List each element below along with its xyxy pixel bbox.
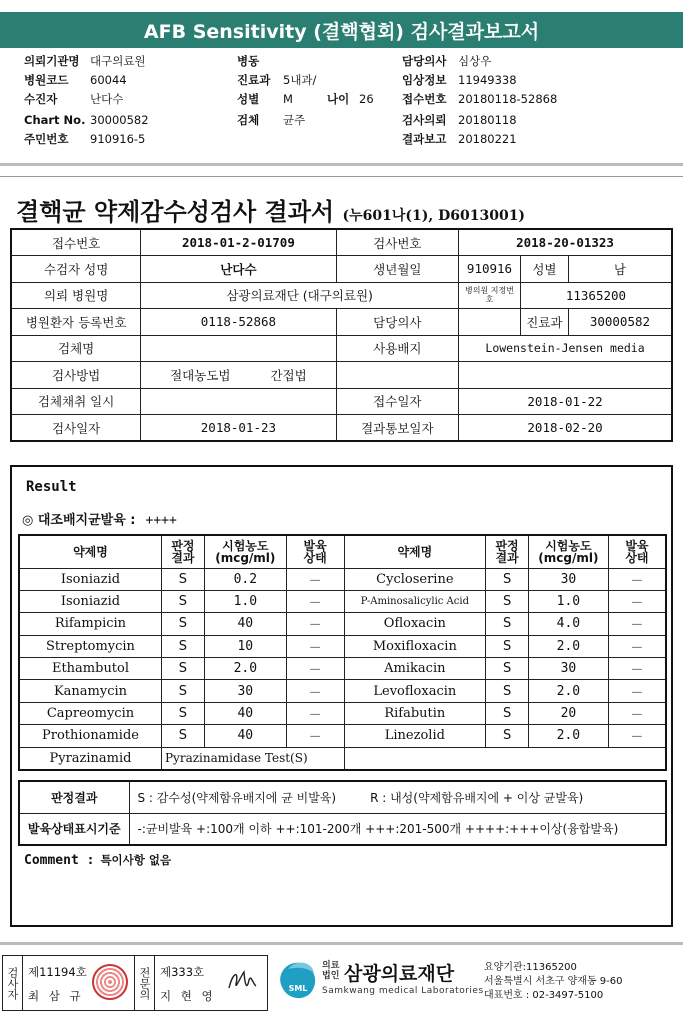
drug-row: Prothionamide S 40 － Linezolid S 2.0 － (19, 725, 666, 747)
received-label: 접수일자 (336, 388, 458, 415)
info-sex: 성별 M (237, 92, 293, 106)
table-row (11, 282, 672, 309)
control-growth-label: ◎ 대조배지균발육 : (22, 513, 136, 528)
dob-label: 생년월일 (336, 256, 458, 283)
specialist-label: 전문의 (135, 956, 155, 1010)
hospital-code-value: 11365200 (520, 282, 672, 309)
empty-cell (336, 362, 458, 389)
svg-text:SML: SML (288, 984, 308, 993)
legend-result-values (129, 781, 666, 813)
sex-value: 남 (568, 256, 672, 283)
info-physician: 담당의사 심상우 (402, 54, 492, 68)
test-date-value: 2018-01-23 (141, 415, 336, 442)
legend-result-r: R : 내성(약제함유배지에 + 이상 균발육) (370, 790, 584, 805)
seal-stamp (92, 964, 128, 1000)
signature-box (2, 955, 268, 1011)
test-date-label: 검사일자 (11, 415, 141, 442)
report-header-title: AFB Sensitivity (결핵협회) 검사결과보고서 (143, 20, 540, 43)
drug-susceptibility-table (18, 534, 667, 771)
info-receipt-no: 접수번호 20180118-52868 (402, 92, 558, 106)
info-department: 진료과 5내과/ (237, 73, 317, 87)
hospital-value: 삼광의료재단 (대구의료원) (141, 282, 459, 309)
medium-value: Lowenstein-Jensen media (459, 335, 672, 362)
table-row (11, 388, 672, 415)
patient-name-value: 난다수 (141, 256, 336, 283)
table-row (11, 415, 672, 442)
sex-label: 성별 (520, 256, 568, 283)
info-specimen: 검체 균주 (237, 113, 306, 127)
table-row (11, 335, 672, 362)
specimen-value (141, 335, 336, 362)
comment-value: 특이사항 없음 (100, 853, 172, 867)
table-row (11, 309, 672, 336)
drug-row: Rifampicin S 40 － Ofloxacin S 4.0 － (19, 613, 666, 635)
info-ward: 병동 (237, 54, 260, 68)
org-logo-icon (276, 957, 320, 1005)
inspector-label: 검사자 (3, 956, 23, 1010)
report-title-text: 결핵균 약제감수성검사 결과서 (16, 197, 335, 226)
comment-label: Comment : (24, 853, 95, 868)
specialist-license: 제333호 (160, 965, 205, 979)
table-row (11, 362, 672, 389)
col-header-drug: 약제명 (344, 535, 486, 568)
info-hospital-code: 병원코드 60044 (24, 73, 127, 87)
info-age: 나이 26 (327, 92, 374, 106)
table-row (19, 813, 666, 845)
drug-row: Capreomycin S 40 － Rifabutin S 20 － (19, 702, 666, 724)
info-clinical: 임상정보 11949338 (402, 73, 517, 87)
table-row (19, 781, 666, 813)
footer (0, 955, 683, 1013)
report-date-value: 2018-02-20 (459, 415, 672, 442)
legend-result-label: 판정결과 (19, 781, 129, 813)
col-header-growth: 발육 상태 (286, 535, 344, 568)
col-header-result: 판정 결과 (161, 535, 204, 568)
org-name-english: Samkwang medical Laboratories (322, 986, 484, 996)
table-row (11, 256, 672, 283)
org-code: 요양기관:11365200 (484, 962, 577, 973)
info-resident-no: 주민번호 910916-5 (24, 132, 146, 146)
specimen-label: 검체명 (11, 335, 141, 362)
specialist-name: 지 현 영 (160, 989, 216, 1003)
drug-row: Streptomycin S 10 － Moxifloxacin S 2.0 － (19, 635, 666, 657)
inspector-license: 제11194호 (28, 965, 87, 979)
empty-cell (344, 747, 666, 769)
handwritten-signature (225, 966, 259, 996)
dept-value: 30000582 (568, 309, 672, 336)
hospital-label: 의뢰 병원명 (11, 282, 141, 309)
doctor-value (459, 309, 521, 336)
table-row (11, 229, 672, 256)
section-divider (0, 163, 683, 166)
org-address: 서울특별시 서초구 양재동 9-60 (484, 976, 623, 987)
exam-no-label: 검사번호 (336, 229, 458, 256)
col-header-growth: 발육 상태 (608, 535, 666, 568)
medium-label: 사용배지 (336, 335, 458, 362)
empty-cell (459, 362, 672, 389)
info-report-date: 결과보고 20180221 (402, 132, 517, 146)
info-request-date: 검사의뢰 20180118 (402, 113, 517, 127)
pyrazinamide-row (19, 747, 666, 769)
result-label: Result (26, 479, 77, 495)
control-growth-value: ++++ (145, 513, 177, 528)
dob-value: 910916 (459, 256, 521, 283)
exam-info-table (10, 228, 673, 442)
method-absolute: 절대농도법 (170, 367, 231, 383)
legend-table (18, 780, 667, 846)
method-value (141, 362, 336, 389)
reg-no-value: 0118-52868 (141, 309, 336, 336)
drug-row: Isoniazid S 0.2 － Cycloserine S 30 － (19, 568, 666, 590)
doctor-label: 담당의사 (336, 309, 458, 336)
col-header-conc: 시험농도 (mcg/ml) (204, 535, 286, 568)
control-growth-line (22, 509, 177, 528)
table-header-row (19, 535, 666, 568)
reg-no-label: 병원환자 등록번호 (11, 309, 141, 336)
collect-value (141, 388, 336, 415)
drug-row: Isoniazid S 1.0 － P-Aminosalicylic Acid S 1.0 － (19, 590, 666, 612)
dept-label: 진료과 (520, 309, 568, 336)
patient-info-block (0, 52, 683, 156)
info-patient-name: 수진자 난다수 (24, 92, 124, 106)
received-value: 2018-01-22 (459, 388, 672, 415)
inspector-name: 최 삼 규 (28, 989, 84, 1003)
report-date-label: 결과통보일자 (336, 415, 458, 442)
legend-growth-label: 발육상태표시기준 (19, 813, 129, 845)
org-type: 의료법인 (322, 961, 340, 981)
drug-row: Ethambutol S 2.0 － Amikacin S 30 － (19, 658, 666, 680)
info-chart-no: Chart No. 30000582 (24, 113, 149, 127)
col-header-drug: 약제명 (19, 535, 161, 568)
legend-result-s: S : 감수성(약제함유배지에 균 비발육) (137, 790, 337, 805)
info-ordering-institution: 의뢰기관명 대구의료원 (24, 54, 146, 68)
hospital-code-label: 병의원 지정번호 (459, 282, 521, 309)
collect-label: 검체채취 일시 (11, 388, 141, 415)
org-name: 삼광의료재단 (344, 963, 455, 985)
accession-value: 2018-01-2-01709 (141, 229, 336, 256)
accession-label: 접수번호 (11, 229, 141, 256)
result-section (10, 465, 673, 927)
footer-divider (0, 942, 683, 945)
comment-line (24, 852, 171, 868)
col-header-result: 판정 결과 (486, 535, 529, 568)
pyrazinamide-result: Pyrazinamidase Test(S) (161, 747, 344, 769)
section-divider-thin (0, 176, 683, 177)
exam-no-value: 2018-20-01323 (459, 229, 672, 256)
org-contact (484, 961, 623, 1003)
drug-row: Kanamycin S 30 － Levofloxacin S 2.0 － (19, 680, 666, 702)
inspector-signature (23, 956, 135, 1010)
col-header-conc: 시험농도 (mcg/ml) (528, 535, 608, 568)
report-header-bar (0, 12, 683, 48)
method-label: 검사방법 (11, 362, 141, 389)
method-indirect: 간접법 (270, 367, 307, 383)
org-phone: 대표번호 : 02-3497-5100 (484, 990, 604, 1001)
report-title (16, 192, 525, 227)
report-title-code: (누601나(1), D6013001) (342, 208, 526, 224)
patient-name-label: 수검자 성명 (11, 256, 141, 283)
pyrazinamide-drug: Pyrazinamid (19, 747, 161, 769)
specialist-signature (155, 956, 267, 1010)
legend-growth-values: -:균비발육 +:100개 이하 ++:101-200개 +++:201-500개 ++++:+++이상(융합발육) (129, 813, 666, 845)
